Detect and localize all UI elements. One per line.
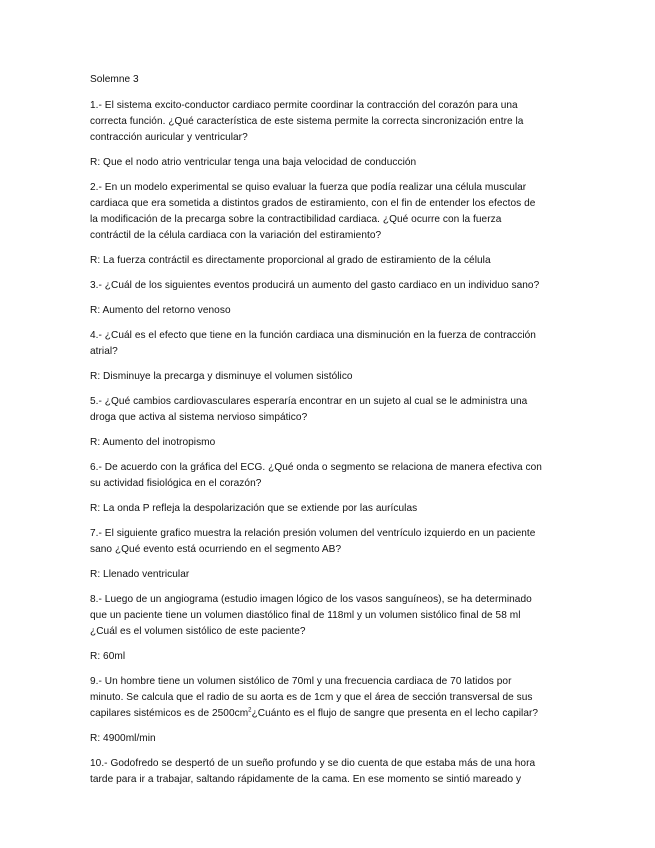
question-line: contráctil de la célula cardiaca con la variación del estiramiento? — [90, 230, 382, 241]
document-content — [90, 72, 570, 797]
question-line: atrial? — [90, 346, 118, 357]
answer-9: R: 4900ml/min — [90, 733, 156, 744]
question-8 — [90, 592, 570, 640]
question-line: contracción auricular y ventricular? — [90, 132, 248, 143]
question-4 — [90, 328, 570, 360]
question-10 — [90, 756, 570, 788]
question-6 — [90, 460, 570, 492]
question-2 — [90, 180, 570, 244]
question-line: la modificación de la precarga sobre la contractibilidad cardiaca. ¿Qué ocurre con la fuerza — [90, 214, 502, 225]
question-line: su actividad fisiológica en el corazón? — [90, 478, 262, 489]
question-line-text: ¿Cuánto es el flujo de sangre que presenta en el lecho capilar? — [251, 708, 539, 719]
question-line: 6.- De acuerdo con la gráfica del ECG. ¿Qué onda o segmento se relaciona de manera efectiva con — [90, 462, 542, 473]
question-line: sano ¿Qué evento está ocurriendo en el segmento AB? — [90, 544, 342, 555]
question-line: 4.- ¿Cuál es el efecto que tiene en la función cardiaca una disminución en la fuerza de contracción — [90, 330, 536, 341]
answer-4: R: Disminuye la precarga y disminuye el volumen sistólico — [90, 371, 353, 382]
question-5 — [90, 394, 570, 426]
question-7 — [90, 526, 570, 558]
question-line: 10.- Godofredo se despertó de un sueño profundo y se dio cuenta de que estaba más de una hora — [90, 758, 536, 769]
question-line: cardiaca que era sometida a distintos grados de estiramiento, con el fin de entender los efectos de — [90, 198, 536, 209]
question-line: 7.- El siguiente grafico muestra la relación presión volumen del ventrículo izquierdo en un paciente — [90, 528, 536, 539]
question-line: correcta función. ¿Qué característica de este sistema permite la correcta sincronización entre la — [90, 116, 524, 127]
answer-5: R: Aumento del inotropismo — [90, 437, 216, 448]
question-line: 5.- ¿Qué cambios cardiovasculares esperaría encontrar en un sujeto al cual se le administra una — [90, 396, 528, 407]
answer-1: R: Que el nodo atrio ventricular tenga una baja velocidad de conducción — [90, 157, 417, 168]
question-line: 2.- En un modelo experimental se quiso evaluar la fuerza que podía realizar una célula muscular — [90, 182, 527, 193]
question-line: 9.- Un hombre tiene un volumen sistólico de 70ml y una frecuencia cardiaca de 70 latidos por — [90, 676, 512, 687]
question-line: que un paciente tiene un volumen diastólico final de 118ml y un volumen sistólico final de 58 ml — [90, 610, 521, 621]
question-line: ¿Cuál es el volumen sistólico de este paciente? — [90, 626, 306, 637]
question-line: 1.- El sistema excito-conductor cardiaco permite coordinar la contracción del corazón para una — [90, 100, 518, 111]
superscript: 2 — [248, 707, 252, 714]
question-line — [90, 706, 570, 722]
question-line-text: capilares sistémicos es de 2500cm — [90, 708, 249, 719]
question-line: tarde para ir a trabajar, saltando rápidamente de la cama. En ese momento se sintió mareado y — [90, 774, 522, 785]
question-line: droga que activa al sistema nervioso simpático? — [90, 412, 308, 423]
answer-6: R: La onda P refleja la despolarización que se extiende por las aurículas — [90, 503, 418, 514]
answer-7: R: Llenado ventricular — [90, 569, 190, 580]
question-1 — [90, 98, 570, 146]
answer-8: R: 60ml — [90, 651, 126, 662]
answer-3: R: Aumento del retorno venoso — [90, 305, 231, 316]
question-3 — [90, 278, 570, 294]
answer-2: R: La fuerza contráctil es directamente proporcional al grado de estiramiento de la célula — [90, 255, 491, 266]
question-line: minuto. Se calcula que el radio de su aorta es de 1cm y que el área de sección transversal de sus — [90, 692, 533, 703]
question-line: 8.- Luego de un angiograma (estudio imagen lógico de los vasos sanguíneos), se ha determinado — [90, 594, 532, 605]
question-line: 3.- ¿Cuál de los siguientes eventos producirá un aumento del gasto cardiaco en un individuo sano? — [90, 280, 540, 291]
question-9 — [90, 674, 570, 722]
document-title: Solemne 3 — [90, 74, 139, 85]
